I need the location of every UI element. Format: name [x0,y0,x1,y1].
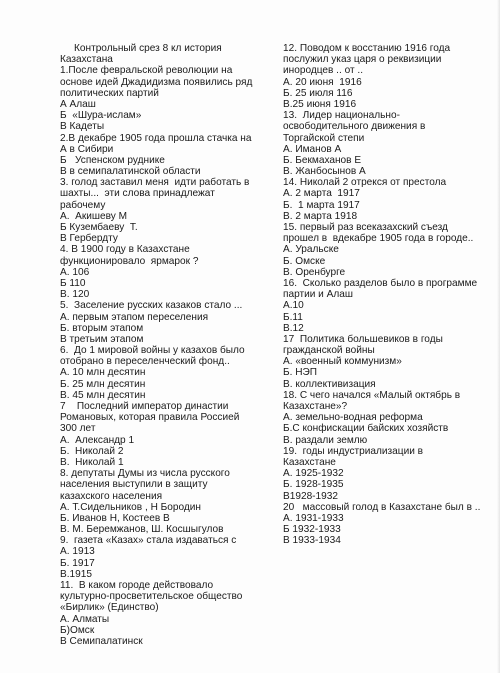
text-line: культурно-просветительское общество [60,591,243,603]
text-line: Казахстане»? [283,401,348,412]
text-line: Контрольный срез 8 кл история [74,43,222,54]
text-line: 2.В декабре 1905 года прошла стачка на [60,132,252,144]
text-line: 15. первый раз всеказахский съезд [283,222,448,233]
text-line: В в семипалатинской области [60,166,201,178]
text-line: 300 лет [60,423,96,435]
text-line: А. 1931-1933 [283,512,344,524]
text-line: В. Оренбурге [283,266,346,278]
text-line: В.25 июня 1916 [283,98,357,110]
text-line: А. Уральске [283,244,339,256]
text-line: послужил указ царя о реквизиции [283,54,442,66]
text-line: В Семипалатинск [60,635,143,647]
text-line: «Бирлик» (Единство) [60,602,159,614]
text-line: Б. 1917 [60,557,95,569]
text-line: А Алаш [60,98,96,110]
text-line: А. первым этапом переселения [60,311,209,323]
text-line: 18. С чего начался «Малый октябрь в [283,389,461,401]
text-line: А. 2 марта 1917 [283,188,360,200]
text-line: Б. Николай 2 [60,445,124,457]
text-line: В 1933-1934 [283,535,341,547]
text-line: казахского населения [60,490,163,502]
text-line: Б 110 [60,277,86,289]
text-line: 16. Сколько разделов было в программе [283,277,478,289]
text-line: основе идей Джадидизма появились ряд [60,76,253,88]
text-line: Б. НЭП [283,367,318,379]
text-line: В. коллективизация [283,378,376,390]
text-line: Б. 1928-1935 [283,479,344,491]
text-line: В. 2 марта 1918 [283,210,358,222]
text-line: Казахстана [60,54,113,66]
text-line: 13. Лидер национально- [283,110,400,122]
text-line: Б. вторым этапом [60,322,144,334]
text-line: 8. депутаты Думы из числа русского [60,468,230,480]
text-line: А. Т.Сидельников , Н Бородин [60,501,202,513]
text-line: 19. годы индустриализации в [283,445,424,457]
text-line: В. 120 [60,289,90,301]
text-line: отобрано в переселенческий фонд.. [60,356,230,368]
text-line: А. 1925-1932 [283,468,344,480]
text-line: А в Сибири [60,143,114,155]
text-line: освободительного движения в [283,121,426,133]
text-line: А. 10 млн десятин [60,367,146,379]
text-line: В. 45 млн десятин [60,389,146,401]
text-line: В.12 [283,322,304,334]
text-line: населения выступили в защиту [60,479,208,491]
text-line: Романовых, которая правила Россией [60,412,240,424]
text-line: В. Жанбосынов А [283,166,366,178]
text-line: В третьим этапом [60,333,144,345]
text-line: Б 1932-1933 [283,524,341,536]
text-line: инородцев .. от .. [283,65,364,77]
text-line: Торгайской степи [283,132,365,144]
text-line: А. земельно-водная реформа [283,412,423,424]
text-line: Б.С конфискации байских хозяйств [283,423,449,435]
text-line: А.10 [283,300,304,312]
text-line: В1928-1932 [283,490,339,502]
text-line: А. «военный коммунизм» [283,356,402,368]
text-line: Б. Омске [283,255,326,267]
text-line: 7 Последний император династии [60,401,229,412]
text-line: 9. газета «Казах» стала издаваться с [60,535,237,547]
text-line: 17 Политика большевиков в годы [283,333,443,345]
text-line: В. М. Беремжанов, Ш. Косшыгулов [60,524,224,536]
text-line: 20 массовый голод в Казахстане был в .. [283,501,481,513]
text-line: Б. 1 марта 1917 [283,199,360,211]
text-line: рабочему [60,199,106,211]
text-line: А. Александр 1 [60,434,135,446]
text-line: 5. Заселение русских казаков стало ... [60,300,243,312]
text-line: А. Акишеву М [60,210,128,222]
text-line: 1.После февральской революции на [60,65,233,77]
text-line: В Гербердту [60,233,118,245]
text-line: А. 20 июня 1916 [283,76,362,88]
text-line: В. раздали землю [283,434,368,446]
text-line: прошел в вдекабре 1905 года в городе.. [283,233,474,245]
text-line: В. Николай 1 [60,456,124,468]
text-line: Б «Шура-ислам» [60,110,142,122]
text-line: Б Кузембаеву Т. [60,222,138,233]
text-line: Б.11 [283,311,303,323]
text-line: 6. До 1 мировой войны у казахов было [60,345,245,357]
text-line: 11. В каком городе действовало [60,580,214,591]
text-line: шахты... эти слова принадлежат [60,188,215,200]
text-line: Б Успенском руднике [60,154,165,166]
text-line: 12. Поводом к восстанию 1916 года [283,43,451,54]
text-line: Б. Иванов Н, Костеев В [60,512,170,524]
text-line: Б. Бекмаханов Е [283,154,362,166]
text-line: 4. В 1900 году в Казахстане [60,244,190,256]
text-line: Б)Омск [60,624,95,636]
text-line: А. 106 [60,266,90,278]
text-line: А. Иманов А [283,143,342,155]
text-line: Казахстане [283,456,336,468]
text-line: функционировало ярмарок ? [60,255,199,267]
text-line: Б. 25 июля 116 [283,87,353,99]
text-line: политических партий [60,87,159,99]
text-line: 3. голод заставил меня идти работать в [60,177,250,189]
right-column [283,43,493,546]
text-line: В Кадеты [60,121,105,133]
text-line: А. 1913 [60,546,95,558]
left-column [60,43,275,647]
text-line: 14. Николай 2 отрекся от престола [283,177,447,189]
text-line: В.1915 [60,568,92,580]
text-line: партии и Алаш [283,289,353,301]
text-line: А. Алматы [60,613,110,625]
text-line: гражданской войны [283,345,375,357]
text-line: Б. 25 млн десятин [60,378,146,390]
